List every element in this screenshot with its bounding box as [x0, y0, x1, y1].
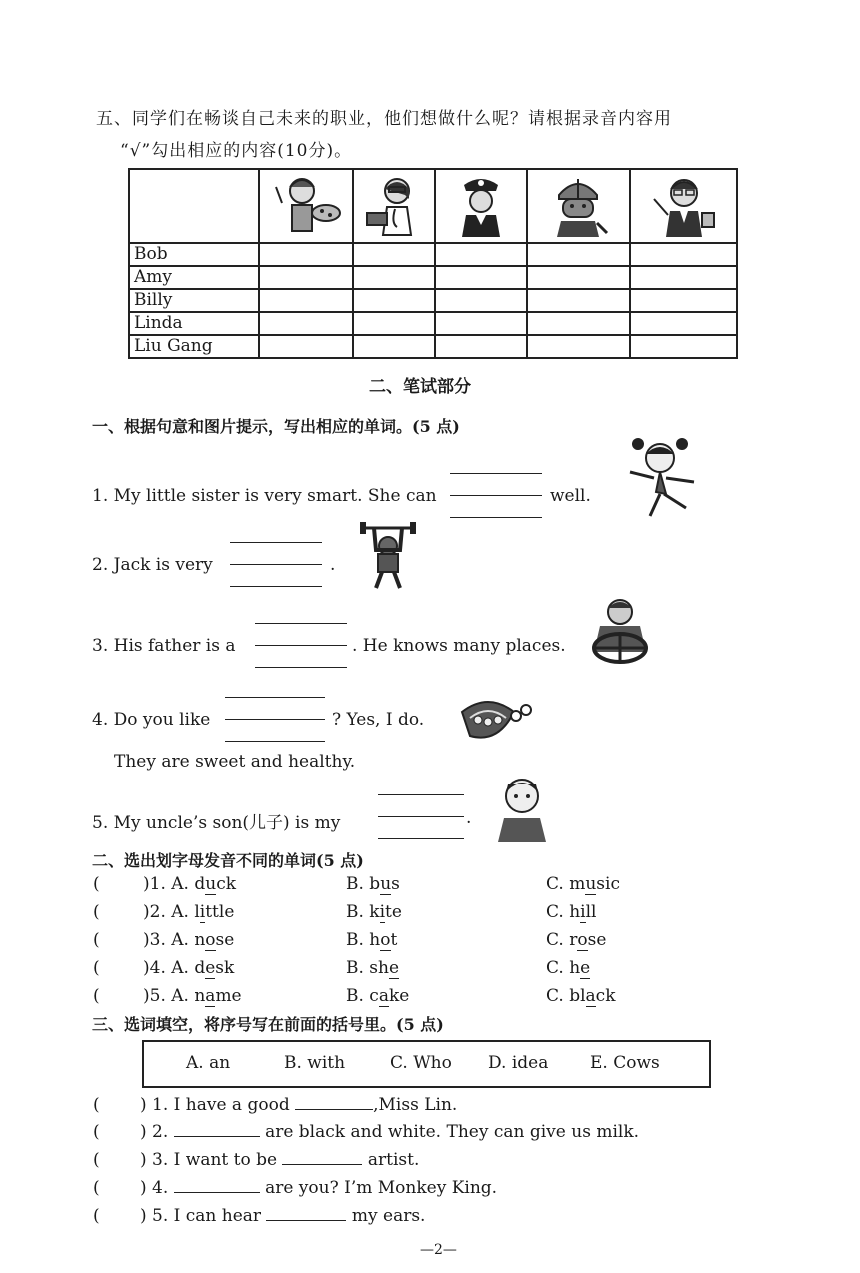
teacher-icon — [635, 173, 732, 239]
q2-text-end: . — [330, 555, 336, 575]
q3-text: 3. His father is a — [92, 636, 236, 656]
p3-q1: ) 1. I have a good ,Miss Lin. — [140, 1095, 458, 1115]
option-a[interactable]: )1. A. duck — [143, 874, 237, 894]
blank[interactable] — [174, 1191, 260, 1193]
answer-bracket[interactable]: ( — [93, 874, 100, 894]
q4-text: 4. Do you like — [92, 710, 211, 730]
answer-bracket[interactable]: ( — [93, 930, 100, 950]
option-a[interactable]: )4. A. desk — [143, 958, 235, 978]
q3-answer-lines[interactable] — [255, 623, 347, 669]
worker-icon — [532, 173, 626, 239]
q5-answer-lines[interactable] — [378, 794, 464, 840]
answer-bracket[interactable]: ( — [93, 1206, 100, 1226]
listening-title-line2: “√”勾出相应的内容(10分)。 — [120, 141, 353, 161]
option-b[interactable]: B. bus — [346, 874, 400, 894]
table-row — [129, 289, 737, 312]
q5-text: 5. My uncle’s son(儿子) is my — [92, 813, 341, 833]
blank[interactable] — [266, 1219, 346, 1221]
option-c[interactable]: C. he — [546, 958, 591, 978]
p3-q2: ) 2. are black and white. They can give us milk. — [140, 1122, 640, 1142]
option-c[interactable]: C. hill — [546, 902, 597, 922]
strong-man-icon — [360, 520, 416, 590]
listening-table — [128, 168, 738, 359]
table-row — [129, 266, 737, 289]
boy-cousin-icon — [490, 772, 554, 842]
answer-bracket[interactable]: ( — [93, 958, 100, 978]
doctor-icon — [358, 173, 430, 239]
blank[interactable] — [282, 1163, 362, 1165]
option-b[interactable]: B. cake — [346, 986, 410, 1006]
answer-bracket[interactable]: ( — [93, 1122, 100, 1142]
answer-bracket[interactable]: ( — [93, 986, 100, 1006]
page-number: —2— — [420, 1242, 457, 1258]
police-officer-icon — [440, 173, 522, 239]
part1-title: 一、根据句意和图片提示，写出相应的单词。(5 点) — [92, 417, 460, 436]
q1-text: 1. My little sister is very smart. She can — [92, 486, 437, 506]
q2-text: 2. Jack is very — [92, 555, 213, 575]
q5-text-end: . — [466, 808, 472, 828]
option-b[interactable]: B. she — [346, 958, 400, 978]
word-option[interactable]: C. Who — [390, 1053, 452, 1073]
row-name: Liu Gang — [129, 335, 259, 358]
written-section-title: 二、笔试部分 — [369, 377, 471, 397]
word-option[interactable]: E. Cows — [590, 1053, 660, 1073]
answer-bracket[interactable]: ( — [93, 1095, 100, 1115]
word-option[interactable]: D. idea — [488, 1053, 549, 1073]
row-name: Bob — [129, 243, 259, 266]
p3-q5: ) 5. I can hear my ears. — [140, 1206, 426, 1226]
blank[interactable] — [174, 1135, 260, 1137]
option-a[interactable]: )3. A. nose — [143, 930, 235, 950]
q3-text-end: . He knows many places. — [352, 636, 566, 656]
part2-title: 二、选出划字母发音不同的单词(5 点) — [92, 851, 364, 870]
q4-text-end: ? Yes, I do. — [332, 710, 425, 730]
table-row — [129, 243, 737, 266]
answer-bracket[interactable]: ( — [93, 1178, 100, 1198]
q1-answer-lines[interactable] — [450, 473, 542, 519]
option-c[interactable]: C. black — [546, 986, 616, 1006]
word-bank — [142, 1040, 711, 1088]
painter-icon — [264, 173, 348, 239]
p3-q4: ) 4. are you? I’m Monkey King. — [140, 1178, 498, 1198]
row-name: Billy — [129, 289, 259, 312]
option-a[interactable]: )2. A. little — [143, 902, 235, 922]
q1-text-end: well. — [550, 486, 591, 506]
part3-title: 三、选词填空，将序号写在前面的括号里。(5 点) — [92, 1015, 444, 1034]
table-row — [129, 312, 737, 335]
p3-q3: ) 3. I want to be artist. — [140, 1150, 420, 1170]
option-b[interactable]: B. kite — [346, 902, 402, 922]
option-b[interactable]: B. hot — [346, 930, 398, 950]
option-c[interactable]: C. rose — [546, 930, 607, 950]
answer-bracket[interactable]: ( — [93, 902, 100, 922]
option-c[interactable]: C. music — [546, 874, 620, 894]
dancing-girl-icon — [620, 432, 704, 520]
option-a[interactable]: )5. A. name — [143, 986, 242, 1006]
table-header-row — [129, 169, 737, 243]
row-name: Amy — [129, 266, 259, 289]
q4-answer-lines[interactable] — [225, 697, 325, 743]
answer-bracket[interactable]: ( — [93, 1150, 100, 1170]
word-option[interactable]: A. an — [186, 1053, 231, 1073]
blank[interactable] — [295, 1108, 373, 1110]
table-row — [129, 335, 737, 358]
word-option[interactable]: B. with — [284, 1053, 346, 1073]
driver-icon — [580, 592, 660, 668]
row-name: Linda — [129, 312, 259, 335]
q4-sub-text: They are sweet and healthy. — [114, 752, 356, 772]
peas-icon — [458, 690, 538, 750]
q2-answer-lines[interactable] — [230, 542, 322, 588]
listening-title-line1: 五、同学们在畅谈自己未来的职业，他们想做什么呢？请根据录音内容用 — [96, 109, 672, 129]
